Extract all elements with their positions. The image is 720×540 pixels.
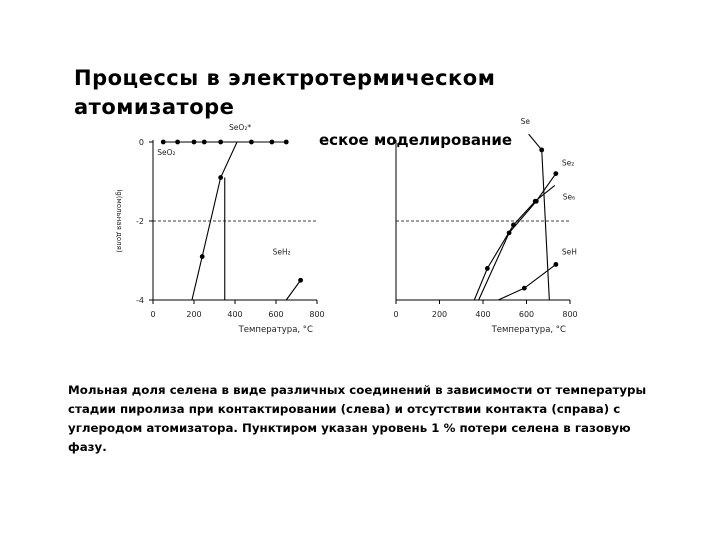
y-tick-label: 0 [138,138,144,147]
x-tick-label: 200 [186,310,202,319]
data-point [192,140,197,145]
data-point [175,140,180,145]
y-tick-label: -2 [136,217,144,226]
x-tick-label: 800 [309,310,325,319]
y-axis-label: lg(мольная доля) [115,189,123,253]
series-label: Se [520,117,531,127]
slide-subtitle: еское моделирование [319,131,513,149]
data-point [284,140,289,145]
series-label: SeO₂ [157,148,176,157]
data-point [161,140,166,145]
x-tick-label: 600 [268,310,284,319]
x-tick-label: 0 [393,310,399,319]
data-point [539,148,544,153]
data-point [218,140,223,145]
left-chart [115,123,325,335]
x-tick-label: 800 [562,310,578,319]
series-line [498,264,556,300]
data-point [533,199,538,204]
chart-figure [100,117,620,340]
chart-svg [100,117,620,340]
slide-title: Процессы в электротермическом атомизаторе [74,66,496,119]
data-point [249,140,254,145]
x-axis-label: Температура, °С [491,325,566,335]
series-label: SeH₂ [272,247,291,257]
y-tick-label: -4 [136,296,144,305]
series-line [286,280,300,300]
x-tick-label: 200 [431,310,448,319]
right-chart [393,117,577,335]
data-point [218,175,223,180]
x-tick-label: 400 [227,310,243,319]
data-point [553,171,558,176]
data-point [485,266,490,271]
data-point [200,254,205,259]
data-point [270,140,275,145]
data-point [511,223,516,228]
x-tick-label: 400 [475,310,491,319]
series-label: Se₆ [562,192,576,202]
data-point [553,262,558,267]
series-label: SeO₂* [229,123,252,132]
series-label: SeH [561,247,577,257]
data-point [298,278,303,283]
x-tick-label: 600 [518,310,535,319]
figure-caption: Мольная доля селена в виде различных соединений в зависимости от температуры стадии пиролиза при контактировании (слева) и отсутствии контакта (справа) с углеродом атомизатора. Пунктиром указан уровень 1 % потери селена в газовую фазу. [68,383,647,454]
x-tick-label: 0 [150,310,156,319]
x-axis-label: Температура, °С [238,325,313,335]
data-point [202,140,207,145]
series-line [529,134,550,300]
data-point [522,286,527,291]
series-label: Se₂ [561,158,575,168]
